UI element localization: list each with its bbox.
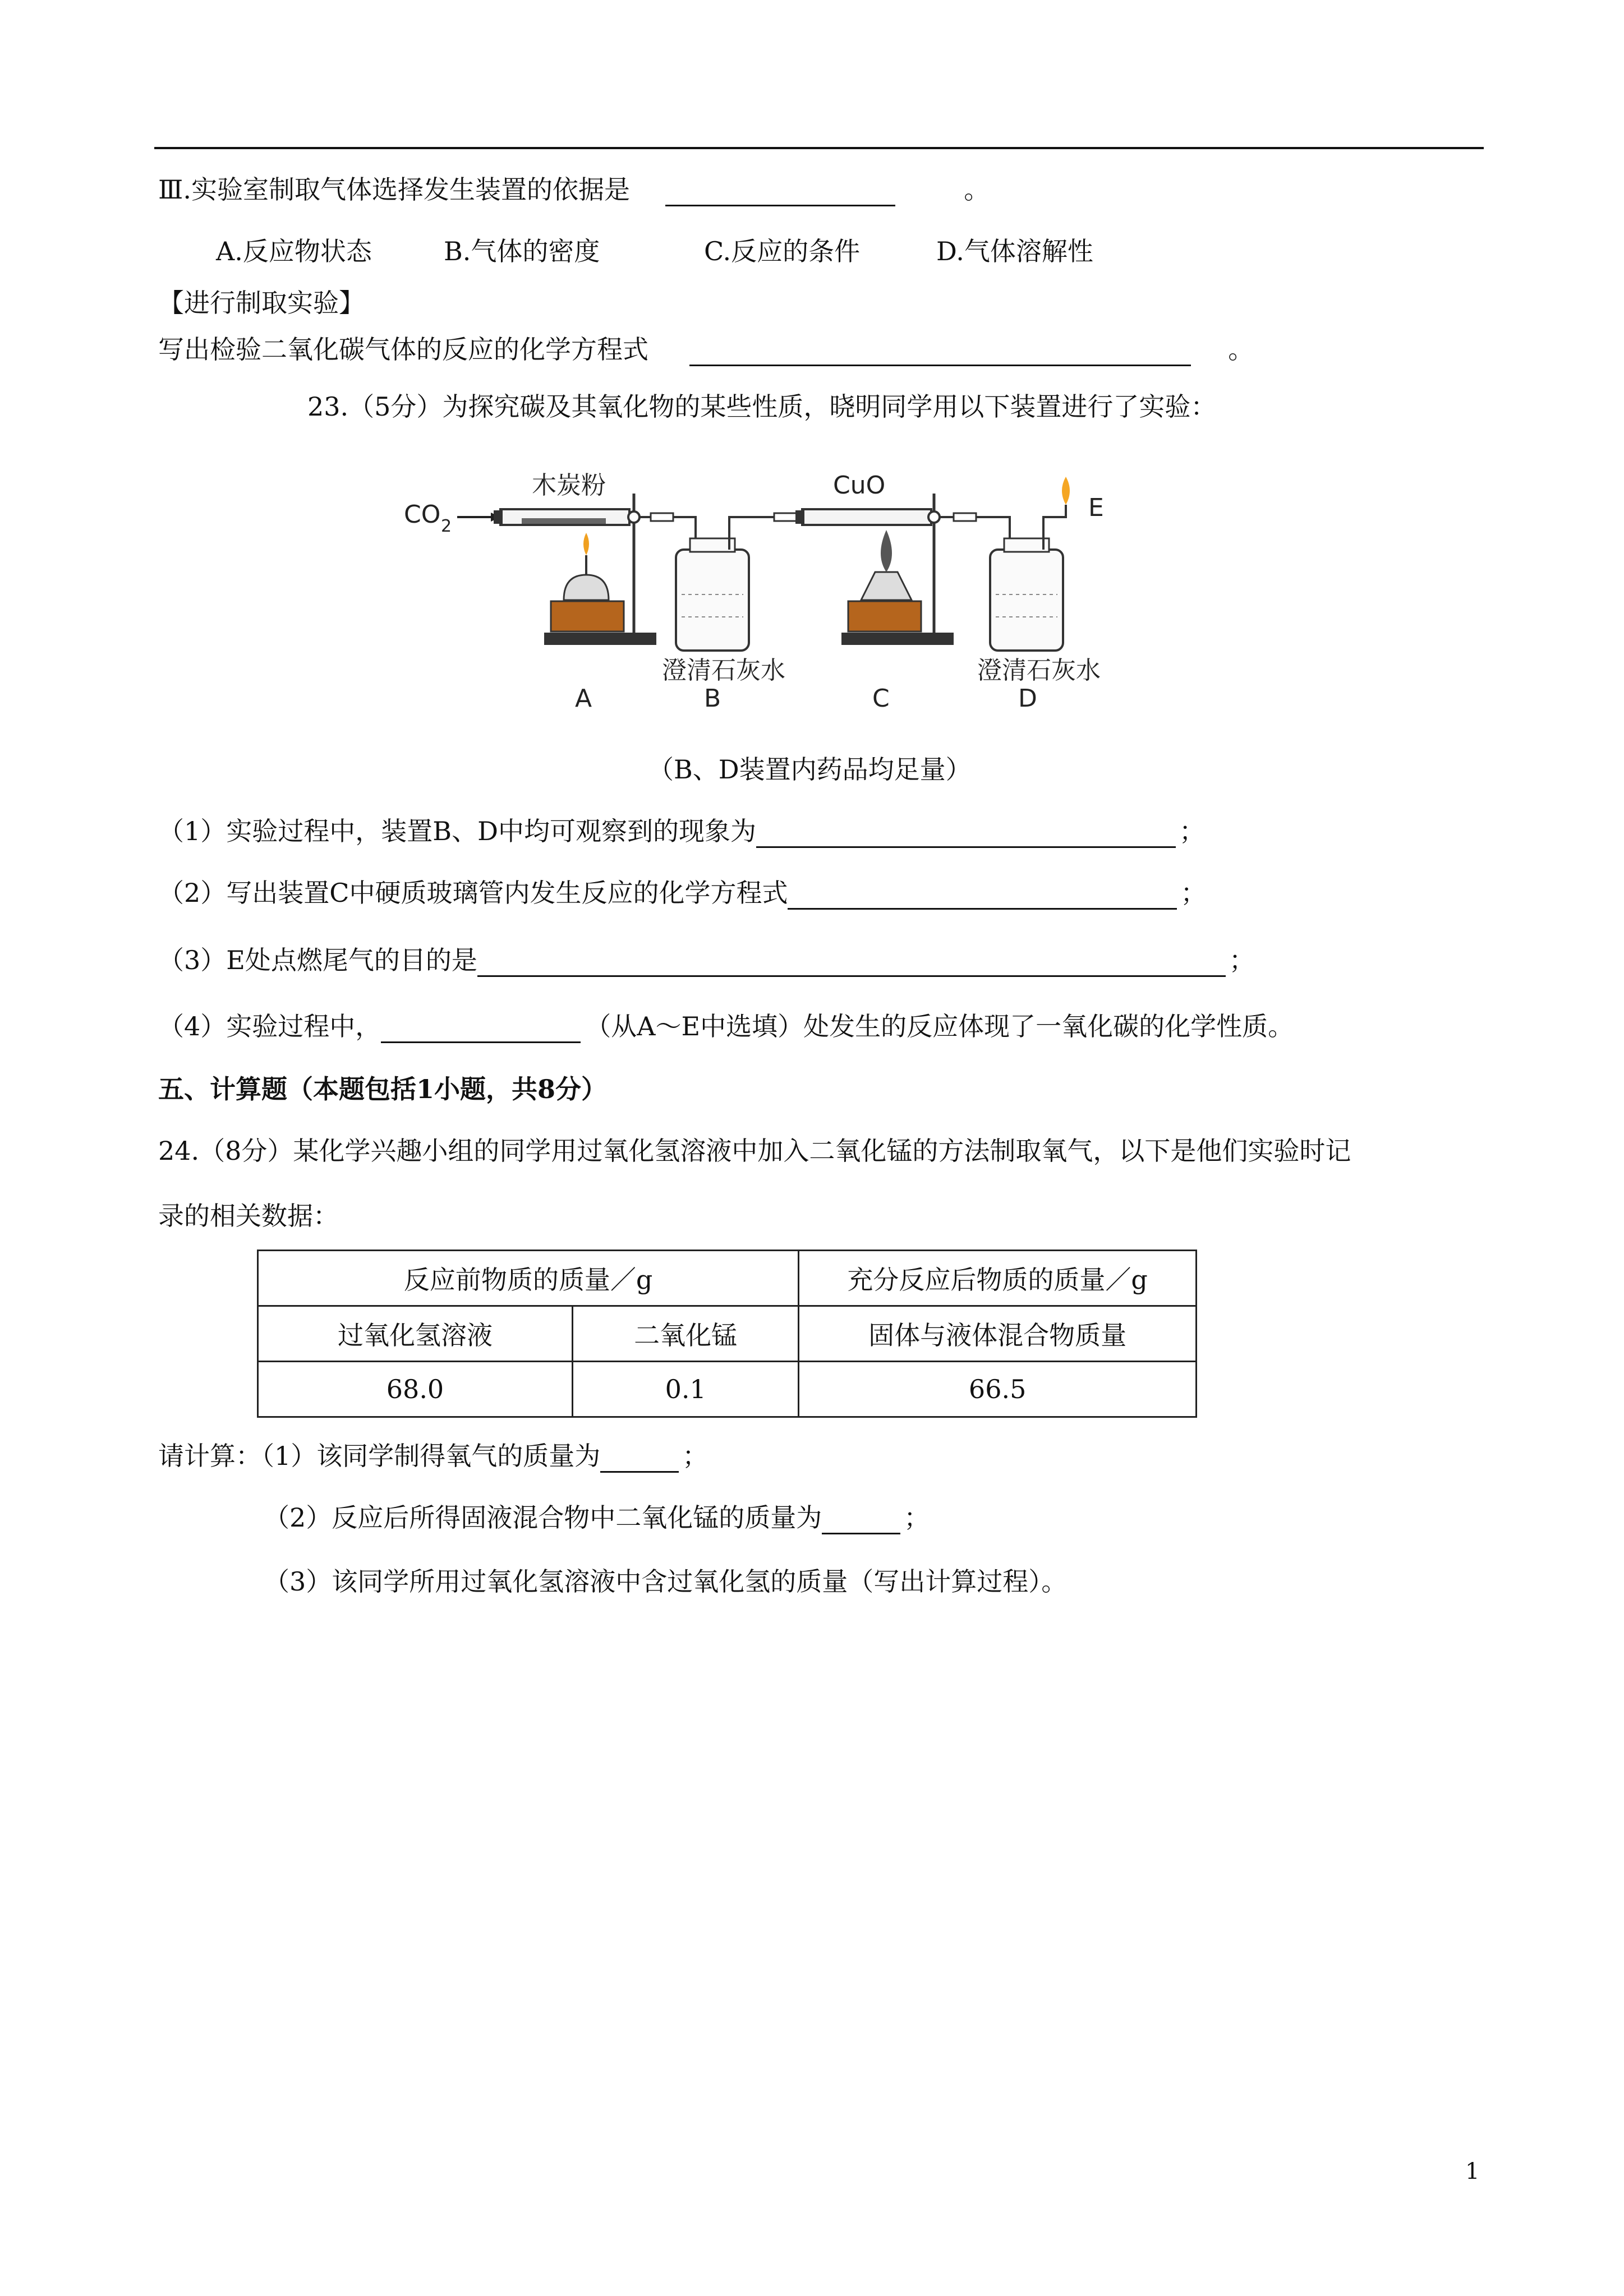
stand-c-base — [841, 633, 954, 645]
option-a[interactable]: A.反应物状态 — [216, 236, 372, 266]
question-3-stem — [158, 173, 990, 206]
experiment-equation-prompt — [158, 333, 1254, 366]
question-24-line-1: 24.（8分）某化学兴趣小组的同学用过氧化氢溶液中加入二氧化锰的方法制取氧气，以下是他们实验时记 — [158, 1136, 1351, 1166]
calc-2-blank[interactable] — [822, 1505, 900, 1534]
data-table — [257, 1250, 1197, 1418]
value-hydrogen-peroxide: 68.0 — [258, 1362, 573, 1417]
alcohol-lamp-c — [861, 572, 912, 600]
tube-a-to-b — [640, 517, 696, 550]
stand-c-block — [848, 601, 921, 631]
section-5-heading: 五、计算题（本题包括1小题，共8分） — [158, 1074, 608, 1104]
flame-e — [1062, 477, 1070, 505]
calc-1: 请计算：（1）该同学制得氧气的质量为 ； — [158, 1439, 708, 1473]
limewater-b-label: 澄清石灰水 — [662, 656, 785, 685]
page-number: 1 — [1465, 2159, 1480, 2184]
question-24-line-2: 录的相关数据： — [158, 1201, 339, 1231]
cuo-label: CuO — [833, 471, 886, 500]
option-b[interactable]: B.气体的密度 — [444, 236, 600, 266]
option-d[interactable]: D.气体溶解性 — [936, 236, 1093, 266]
charcoal-powder — [522, 518, 606, 524]
part-3-blank[interactable] — [477, 947, 1226, 977]
equation-end: 。 — [1228, 334, 1254, 365]
experiment-heading: 【进行制取实验】 — [158, 288, 365, 318]
equation-prompt-text: 写出检验二氧化碳气体的反应的化学方程式 — [158, 334, 648, 365]
question-3-blank[interactable] — [665, 177, 895, 206]
col-mixture-mass: 固体与液体混合物质量 — [799, 1306, 1197, 1362]
part-4-blank[interactable] — [381, 1013, 581, 1043]
tube-c — [802, 509, 931, 525]
letter-b: B — [704, 684, 721, 713]
col-manganese-dioxide: 二氧化锰 — [573, 1306, 799, 1362]
alcohol-lamp-a — [564, 575, 609, 600]
calc-2: （2）反应后所得固液混合物中二氧化锰的质量为 ； — [264, 1501, 930, 1534]
co2-subscript: 2 — [441, 517, 452, 536]
question-23-part-4: （4）实验过程中， （从A～E中选填）处发生的反应体现了一氧化碳的化学性质。 — [158, 1009, 1294, 1043]
question-23-part-3: （3）E处点燃尾气的目的是 ； — [158, 943, 1255, 977]
value-manganese-dioxide: 0.1 — [573, 1362, 799, 1417]
co2-label: CO — [404, 500, 441, 529]
bottle-b — [676, 550, 749, 651]
calc-1-blank[interactable] — [600, 1443, 679, 1473]
e-label: E — [1088, 494, 1104, 522]
equation-blank[interactable] — [689, 336, 1191, 366]
header-after: 充分反应后物质的质量／g — [799, 1251, 1197, 1306]
table-row — [258, 1251, 1197, 1306]
stand-a-block — [551, 601, 624, 631]
value-mixture-mass: 66.5 — [799, 1362, 1197, 1417]
letter-d: D — [1018, 684, 1037, 713]
header-before: 反应前物质的质量／g — [258, 1251, 799, 1306]
header-rule — [154, 147, 1484, 149]
figure-caption: （B、D装置内药品均足量） — [648, 754, 972, 785]
part-2-blank[interactable] — [788, 880, 1177, 910]
part-1-blank[interactable] — [756, 818, 1176, 848]
question-23-part-1: （1）实验过程中，装置B、D中均可观察到的现象为 ； — [158, 814, 1205, 848]
limewater-d-label: 澄清石灰水 — [977, 656, 1101, 685]
flame-a — [583, 533, 589, 555]
tube-c-to-d — [940, 517, 1010, 550]
letter-a: A — [575, 684, 592, 713]
question-23-part-2: （2）写出装置C中硬质玻璃管内发生反应的化学方程式 ； — [158, 876, 1206, 910]
letter-c: C — [872, 684, 890, 713]
question-3-text: Ⅲ.实验室制取气体选择发生装置的依据是 — [158, 174, 630, 205]
col-hydrogen-peroxide: 过氧化氢溶液 — [258, 1306, 573, 1362]
charcoal-label: 木炭粉 — [532, 471, 606, 500]
table-row — [258, 1306, 1197, 1362]
stand-a-base — [544, 633, 656, 645]
question-3-end: 。 — [964, 174, 990, 205]
option-c[interactable]: C.反应的条件 — [704, 236, 861, 266]
flame-c — [881, 530, 892, 572]
bottle-d — [990, 550, 1063, 651]
question-23-intro: 23.（5分）为探究碳及其氧化物的某些性质，晓明同学用以下装置进行了实验： — [307, 391, 1217, 422]
apparatus-figure — [393, 460, 1189, 723]
calc-3: （3）该同学所用过氧化氢溶液中含过氧化氢的质量（写出计算过程）。 — [264, 1566, 1068, 1597]
table-row — [258, 1362, 1197, 1417]
